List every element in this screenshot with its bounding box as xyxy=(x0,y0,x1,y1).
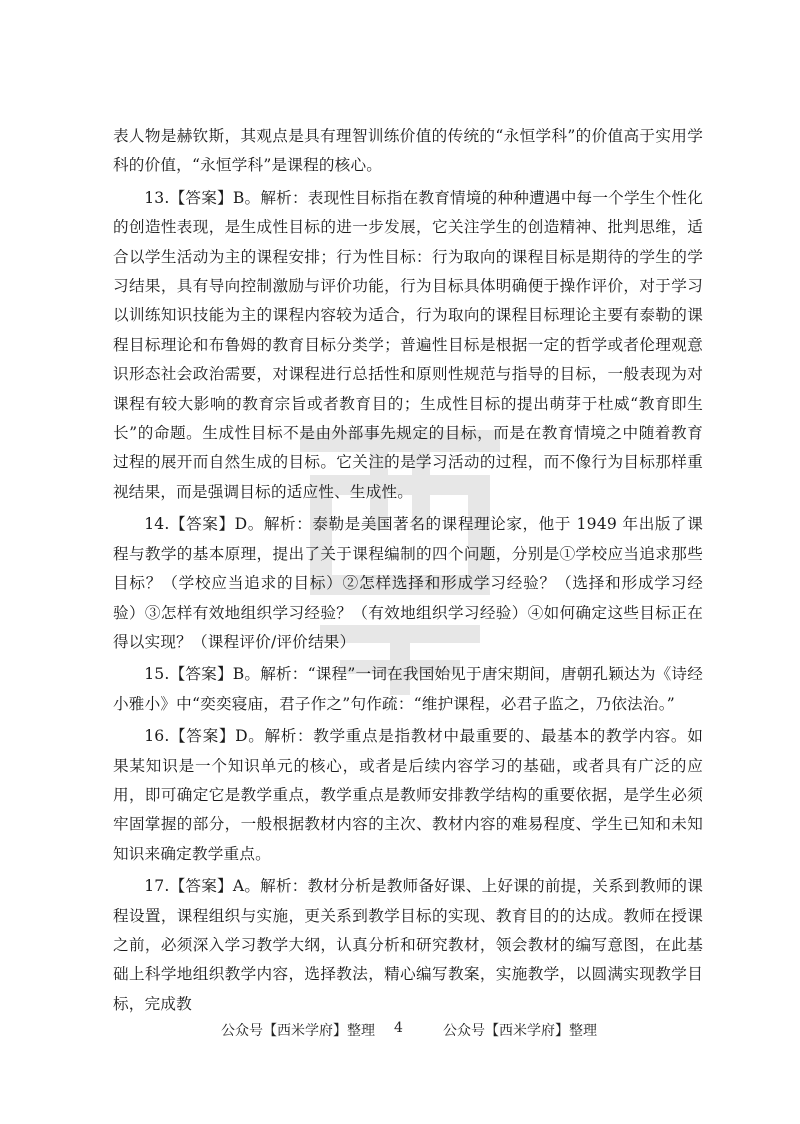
page-number: 4 xyxy=(394,1020,403,1036)
paragraph-answer-17: 17.【答案】A。解析：教材分析是教师备好课、上好课的前提，关系到教师的课程设置，课程组织与实施，更关系到教学目标的实现、教育目的的达成。教师在授课之前，必须深入学习教学大纲，认真分析和研究教材，领会教材的编写意图，在此基础上科学地组织教学内容，选择教法，精心编写教案，实施教学，以圆满实现教学目标，完成教 xyxy=(113,877,703,1013)
paragraph-answer-15: 15.【答案】B。解析：“课程”一词在我国始见于唐宋期间，唐朝孔颖达为《诗经小雅小》中“奕奕寝庙，君子作之”句作疏：“维护课程，必君子监之，乃依法治。” xyxy=(113,665,703,713)
paragraph-answer-13: 13.【答案】B。解析：表现性目标指在教育情境的种种遭遇中每一个学生个性化的创造性表现，是生成性目标的进一步发展，它关注学生的创造精神、批判思维，适合以学生活动为主的课程安排；行为性目标：行为取向的课程目标是期待的学生的学习结果，具有导向控制激励与评价功能，行为目标具体明确便于操作评价，对于学习以训练知识技能为主的课程内容较为适合，行为取向的课程目标理论主要有泰勒的课程目标理论和布鲁姆的教育目标分类学；普遍性目标是根据一定的哲学或者伦理观意识形态社会政治需要，对课程进行总括性和原则性规范与指导的目标，一般表现为对课程有较大影响的教育宗旨或者教育目的；生成性目标的提出萌芽于杜威“教育即生长”的命题。生成性目标不是由外部事先规定的目标，而是在教育情境之中随着教育过程的展开而自然生成的目标。它关注的是学习活动的过程，而不像行为目标那样重视结果，而是强调目标的适应性、生成性。 xyxy=(113,188,703,501)
document-body xyxy=(113,122,703,1022)
paragraph-continuation: 表人物是赫钦斯，其观点是具有理智训练价值的传统的“永恒学科”的价值高于实用学科的价值，“永恒学科”是课程的核心。 xyxy=(113,127,703,175)
footer-left-note: 公众号【西米学府】整理 xyxy=(221,1023,375,1039)
paragraph-answer-16: 16.【答案】D。解析：教学重点是指教材中最重要的、最基本的教学内容。如果某知识是一个知识单元的核心，或者是后续内容学习的基础，或者具有广泛的应用，即可确定它是教学重点，教学重点是教师安排教学结构的重要依据，是学生必须牢固掌握的部分，一般根据教材内容的主次、教材内容的难易程度、学生已知和未知知识来确定教学重点。 xyxy=(113,727,703,863)
footer-right-note: 公众号【西米学府】整理 xyxy=(443,1023,597,1039)
paragraph-answer-14: 14.【答案】D。解析：泰勒是美国著名的课程理论家，他于 1949 年出版了课程与教学的基本原理，提出了关于课程编制的四个问题，分别是①学校应当追求那些目标？（学校应当追求的目标）②怎样选择和形成学习经验？（选择和形成学习经验）③怎样有效地组织学习经验？（有效地组织学习经验）④如何确定这些目标正在得以实现？（课程评价/评价结果） xyxy=(113,515,703,651)
